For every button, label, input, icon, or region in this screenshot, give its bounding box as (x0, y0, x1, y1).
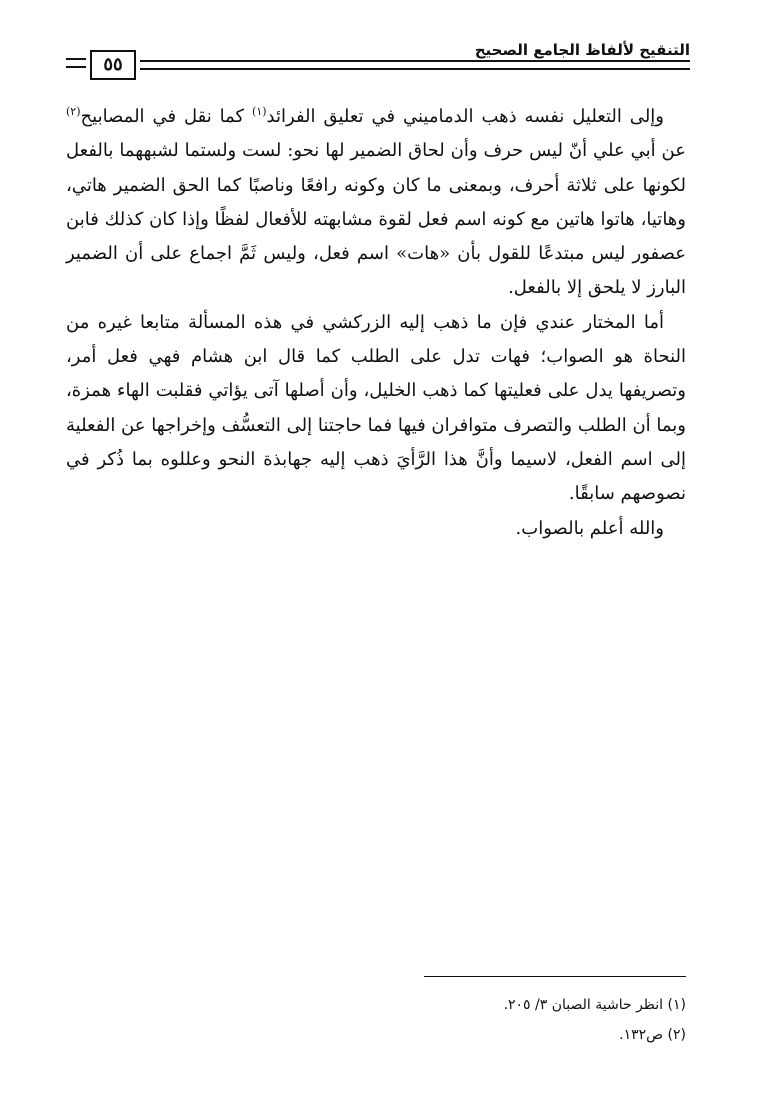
footnote-ref-2: (٢) (66, 105, 81, 118)
header-double-rule-right (140, 60, 690, 70)
running-title: التنقيح لألفاظ الجامع الصحيح (465, 40, 690, 60)
page-number: ٥٥ (90, 50, 136, 80)
paragraph-2: أما المختار عندي فإن ما ذهب إليه الزركشي في هذه المسألة متابعا غيره من النحاة هو الصواب؛ فهات تدل على الطلب كما قال ابن هشام فهي فعل أمر، وتصريفها يدل على فعليتها كما ذهب الخليل، وأن أصلها آتى يؤاتي فقلبت الهاء همزة، وبما أن الطلب والتصرف متوافران فيها فما حاجتنا إلى التعسُّف وإخراجها عن الفعلية إلى اسم الفعل، لاسيما وأنَّ هذا الرَّأيَ ذهب إليه جهابذة النحو وعللوه بما ذُكر في نصوصهم سابقًا. (66, 311, 686, 505)
paragraph-1-text-a: وإلى التعليل نفسه ذهب الدماميني في تعليق الفرائد (266, 106, 664, 127)
paragraph-3: والله أعلم بالصواب. (515, 517, 664, 539)
page-header (66, 40, 690, 80)
paragraph-1 (66, 100, 686, 306)
footnote-1: (١) انظر حاشية الصبان ٣/ ٢٠٥. (503, 997, 686, 1013)
paragraph-1-text-b: كما نقل في المصابيح (80, 106, 253, 127)
footnote-2: (٢) ص١٣٢. (619, 1027, 686, 1043)
footnotes (66, 990, 686, 1050)
header-double-rule-left (66, 58, 86, 68)
footnote-ref-1: (١) (252, 105, 267, 118)
main-text (66, 100, 686, 546)
footnote-separator (424, 976, 686, 977)
paragraph-1-text-c: عن أبي علي أنّ ليس حرف وأن لحاق الضمير لها نحو: لست ولستما لشبههما بالفعل لكونها على ثلاثة أحرف، وبمعنى ما كان وكونه رافعًا وناصبًا كما الحق الضمير هاتي، وهاتيا، هاتوا هاتين مع كونه اسم فعل لقوة مشابهته للأفعال لفظًا وإذا كان كذلك فابن عصفور ليس مبتدعًا للقول بأن «هات» اسم فعل، وليس ثَمَّ اجماع على أن الضمير البارز لا يلحق إلا بالفعل. (66, 140, 686, 299)
